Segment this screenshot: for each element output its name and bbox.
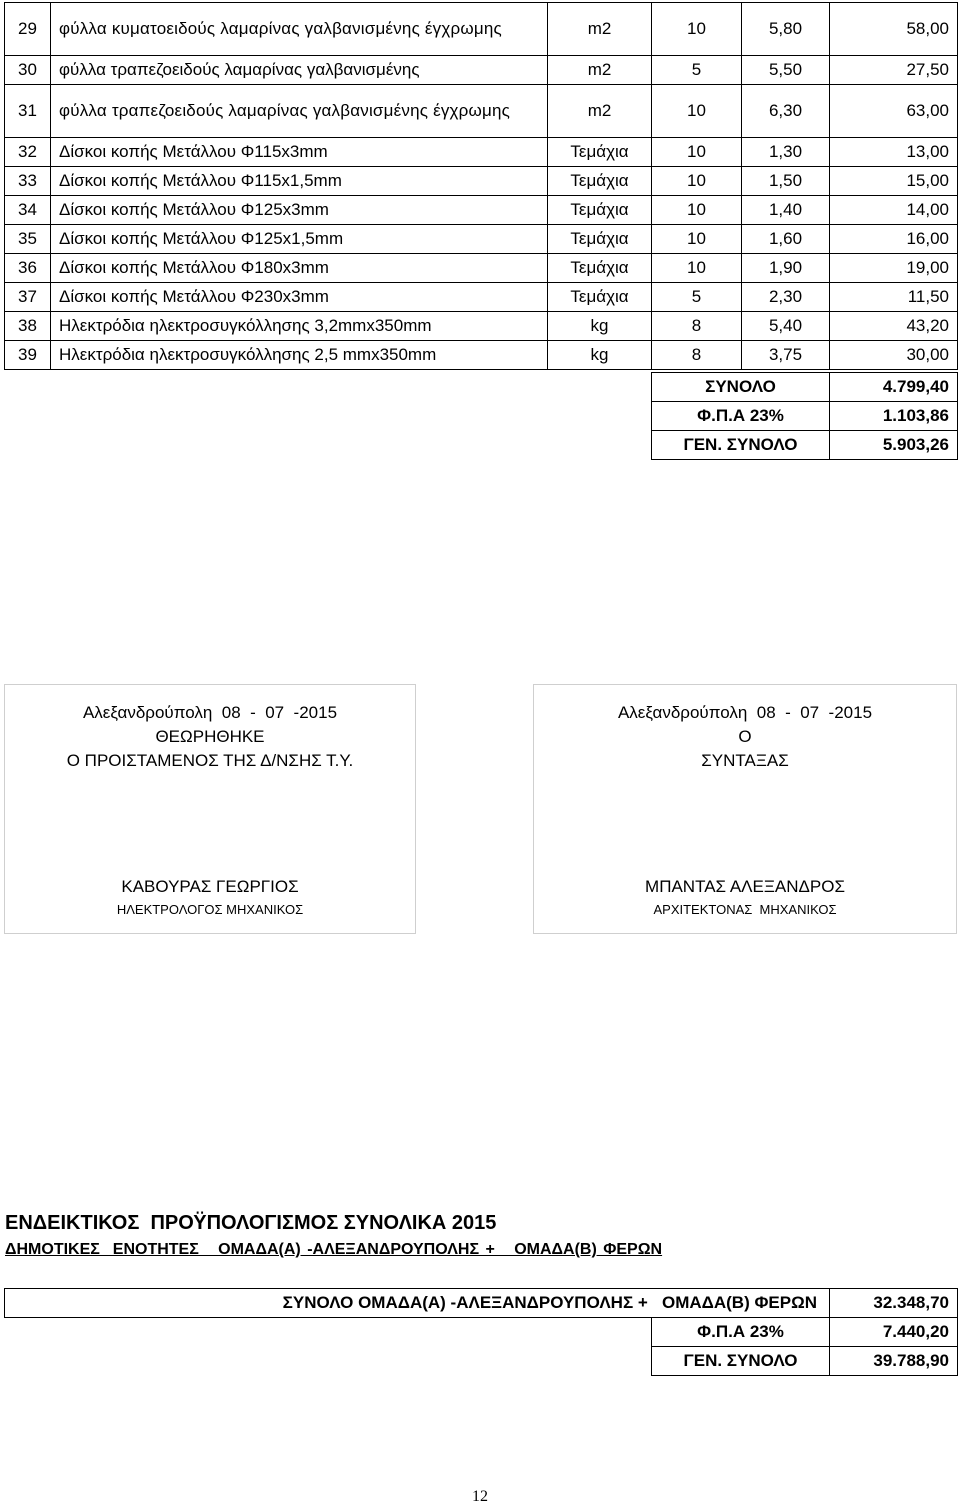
item-total: 58,00 bbox=[830, 3, 958, 56]
page-number: 12 bbox=[472, 1488, 488, 1505]
item-unit: kg bbox=[548, 312, 652, 341]
item-quantity: 5 bbox=[652, 56, 742, 85]
signature-right-action: Ο bbox=[738, 727, 752, 746]
signature-left-role: ΗΛΕΚΤΡΟΛΟΓΟΣ ΜΗΧΑΝΙΚΟΣ bbox=[116, 902, 304, 917]
table-row bbox=[5, 138, 958, 167]
vat-label: Φ.Π.Α 23% bbox=[652, 402, 830, 431]
item-number: 34 bbox=[5, 196, 51, 225]
item-total: 15,00 bbox=[830, 167, 958, 196]
item-total: 30,00 bbox=[830, 341, 958, 370]
item-description: Ηλεκτρόδια ηλεκτροσυγκόλλησης 2,5 mmx350mm bbox=[51, 341, 548, 370]
item-description: Δίσκοι κοπής Μετάλλου Φ115x1,5mm bbox=[51, 167, 548, 196]
table-row bbox=[5, 196, 958, 225]
item-total: 27,50 bbox=[830, 56, 958, 85]
item-description: Δίσκοι κοπής Μετάλλου Φ125x3mm bbox=[51, 196, 548, 225]
item-quantity: 10 bbox=[652, 225, 742, 254]
item-number: 39 bbox=[5, 341, 51, 370]
item-unit: kg bbox=[548, 341, 652, 370]
item-total: 14,00 bbox=[830, 196, 958, 225]
totals-table bbox=[651, 372, 958, 460]
item-number: 35 bbox=[5, 225, 51, 254]
signature-right-header bbox=[534, 701, 956, 773]
item-unit: Τεμάχια bbox=[548, 283, 652, 312]
item-unit-price: 1,30 bbox=[742, 138, 830, 167]
item-quantity: 10 bbox=[652, 3, 742, 56]
item-description: φύλλα κυματοειδούς λαμαρίνας γαλβανισμένης έγχρωμης bbox=[51, 3, 548, 56]
summary-blank-cell bbox=[5, 1347, 652, 1376]
table-row bbox=[5, 3, 958, 56]
item-quantity: 10 bbox=[652, 167, 742, 196]
item-unit-price: 2,30 bbox=[742, 283, 830, 312]
item-number: 30 bbox=[5, 56, 51, 85]
item-unit: Τεμάχια bbox=[548, 138, 652, 167]
sum-label: ΣΥΝΟΛΟ bbox=[652, 373, 830, 402]
table-row bbox=[5, 341, 958, 370]
item-unit-price: 6,30 bbox=[742, 85, 830, 138]
table-row bbox=[5, 85, 958, 138]
signature-left-action: ΘΕΩΡΗΘΗΚΕ bbox=[155, 727, 265, 746]
signature-left-signatory bbox=[5, 875, 415, 921]
signature-right-title: ΣΥΝΤΑΞΑΣ bbox=[701, 751, 789, 770]
item-number: 29 bbox=[5, 3, 51, 56]
item-number: 31 bbox=[5, 85, 51, 138]
totals-row-grand bbox=[652, 431, 958, 460]
signature-left-name: ΚΑΒΟΥΡΑΣ ΓΕΩΡΓΙΟΣ bbox=[121, 877, 299, 896]
signature-left-place-date: Αλεξανδρούπολη 08 - 07 -2015 bbox=[82, 703, 338, 722]
item-description: Δίσκοι κοπής Μετάλλου Φ125x1,5mm bbox=[51, 225, 548, 254]
summary-sum-label: ΣΥΝΟΛΟ ΟΜΑΔΑ(Α) -ΑΛΕΞΑΝΔΡΟΥΠΟΛΗΣ + ΟΜΑΔΑ(Β) ΦΕΡΩΝ bbox=[5, 1289, 830, 1318]
item-unit-price: 5,80 bbox=[742, 3, 830, 56]
item-quantity: 8 bbox=[652, 341, 742, 370]
item-total: 43,20 bbox=[830, 312, 958, 341]
item-number: 38 bbox=[5, 312, 51, 341]
item-unit-price: 5,50 bbox=[742, 56, 830, 85]
item-unit-price: 5,40 bbox=[742, 312, 830, 341]
item-quantity: 10 bbox=[652, 138, 742, 167]
item-quantity: 10 bbox=[652, 196, 742, 225]
item-total: 19,00 bbox=[830, 254, 958, 283]
item-unit-price: 3,75 bbox=[742, 341, 830, 370]
signature-left-title: Ο ΠΡΟΙΣΤΑΜΕΝΟΣ ΤΗΣ Δ/ΝΣΗΣ Τ.Υ. bbox=[66, 751, 354, 770]
item-number: 36 bbox=[5, 254, 51, 283]
table-row bbox=[5, 283, 958, 312]
item-description: Δίσκοι κοπής Μετάλλου Φ230x3mm bbox=[51, 283, 548, 312]
item-total: 16,00 bbox=[830, 225, 958, 254]
signature-right-signatory bbox=[534, 875, 956, 921]
table-row bbox=[5, 167, 958, 196]
summary-grand-label: ΓΕΝ. ΣΥΝΟΛΟ bbox=[652, 1347, 830, 1376]
summary-vat-label: Φ.Π.Α 23% bbox=[652, 1318, 830, 1347]
items-table-body bbox=[5, 3, 958, 370]
item-total: 63,00 bbox=[830, 85, 958, 138]
signature-box-right bbox=[533, 684, 957, 934]
item-number: 32 bbox=[5, 138, 51, 167]
vat-value: 1.103,86 bbox=[830, 402, 958, 431]
item-total: 13,00 bbox=[830, 138, 958, 167]
item-unit-price: 1,50 bbox=[742, 167, 830, 196]
item-quantity: 10 bbox=[652, 85, 742, 138]
signature-right-name: ΜΠΑΝΤΑΣ ΑΛΕΞΑΝΔΡΟΣ bbox=[645, 877, 845, 896]
summary-row-sum bbox=[5, 1289, 958, 1318]
table-row bbox=[5, 312, 958, 341]
item-unit: m2 bbox=[548, 56, 652, 85]
item-quantity: 10 bbox=[652, 254, 742, 283]
item-unit: Τεμάχια bbox=[548, 254, 652, 283]
signature-box-left bbox=[4, 684, 416, 934]
summary-sum-value: 32.348,70 bbox=[830, 1289, 958, 1318]
totals-row-sum bbox=[652, 373, 958, 402]
item-description: Δίσκοι κοπής Μετάλλου Φ115x3mm bbox=[51, 138, 548, 167]
item-description: φύλλα τραπεζοειδούς λαμαρίνας γαλβανισμένης bbox=[51, 56, 548, 85]
summary-subtitle: ΔΗΜΟΤΙΚΕΣ ΕΝΟΤΗΤΕΣ ΟΜΑΔΑ(Α) -ΑΛΕΞΑΝΔΡΟΥΠΟΛΗΣ + ΟΜΑΔΑ(Β) ΦΕΡΩΝ bbox=[5, 1241, 663, 1258]
summary-grand-value: 39.788,90 bbox=[830, 1347, 958, 1376]
summary-table bbox=[4, 1288, 958, 1376]
item-unit-price: 1,60 bbox=[742, 225, 830, 254]
table-row bbox=[5, 254, 958, 283]
item-total: 11,50 bbox=[830, 283, 958, 312]
grand-total-value: 5.903,26 bbox=[830, 431, 958, 460]
item-unit: m2 bbox=[548, 3, 652, 56]
summary-blank-cell bbox=[5, 1318, 652, 1347]
totals-row-vat bbox=[652, 402, 958, 431]
signature-right-place-date: Αλεξανδρούπολη 08 - 07 -2015 bbox=[617, 703, 873, 722]
item-number: 37 bbox=[5, 283, 51, 312]
signature-right-role: ΑΡΧΙΤΕΚΤΟΝΑΣ ΜΗΧΑΝΙΚΟΣ bbox=[653, 902, 837, 917]
item-unit: Τεμάχια bbox=[548, 225, 652, 254]
grand-total-label: ΓΕΝ. ΣΥΝΟΛΟ bbox=[652, 431, 830, 460]
item-description: Δίσκοι κοπής Μετάλλου Φ180x3mm bbox=[51, 254, 548, 283]
item-quantity: 5 bbox=[652, 283, 742, 312]
table-row bbox=[5, 56, 958, 85]
item-unit-price: 1,40 bbox=[742, 196, 830, 225]
summary-row-vat bbox=[5, 1318, 958, 1347]
item-description: Ηλεκτρόδια ηλεκτροσυγκόλλησης 3,2mmx350mm bbox=[51, 312, 548, 341]
item-unit: Τεμάχια bbox=[548, 167, 652, 196]
summary-vat-value: 7.440,20 bbox=[830, 1318, 958, 1347]
item-description: φύλλα τραπεζοειδούς λαμαρίνας γαλβανισμένης έγχρωμης bbox=[51, 85, 548, 138]
summary-title: ΕΝΔΕΙΚΤΙΚΟΣ ΠΡΟΫΠΟΛΟΓΙΣΜΟΣ ΣΥΝΟΛΙΚΑ 2015 bbox=[5, 1212, 497, 1234]
table-row bbox=[5, 225, 958, 254]
item-unit: Τεμάχια bbox=[548, 196, 652, 225]
item-unit-price: 1,90 bbox=[742, 254, 830, 283]
signature-left-header bbox=[5, 701, 415, 773]
items-table bbox=[4, 2, 958, 370]
item-unit: m2 bbox=[548, 85, 652, 138]
item-number: 33 bbox=[5, 167, 51, 196]
summary-row-grand bbox=[5, 1347, 958, 1376]
item-quantity: 8 bbox=[652, 312, 742, 341]
sum-value: 4.799,40 bbox=[830, 373, 958, 402]
